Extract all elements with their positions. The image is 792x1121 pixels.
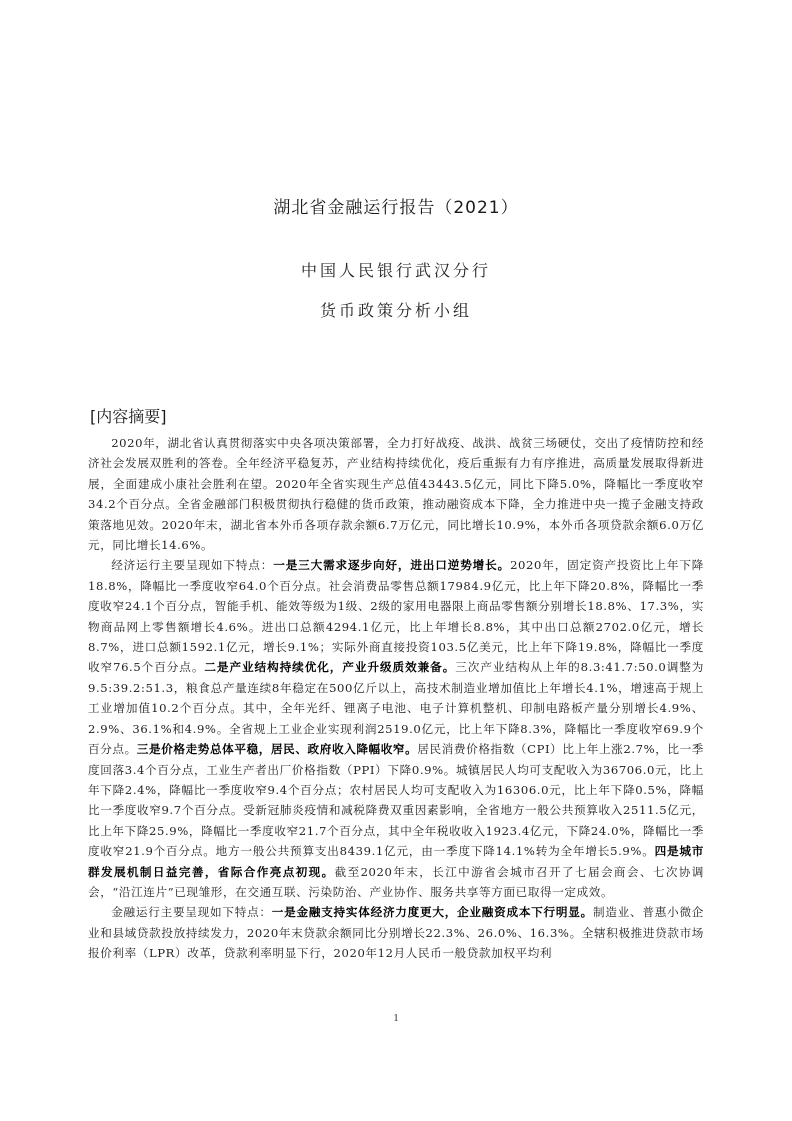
document-title: 湖北省金融运行报告（2021）	[273, 198, 519, 218]
text-segment: 截至2020年末，长江中游省会城市召开了七届会商会、七次协调会，“沿江连片”已现雏形，在交通互联、污染防治、产业协作、服务共享等方面已取得一定成效。	[88, 864, 704, 899]
section-heading-abstract: [内容摘要]	[90, 407, 167, 426]
key-point-2: 二是产业结构持续优化，产业升级质效兼备。	[204, 660, 456, 675]
key-point-4: 四是城市群发展机制日益完善，省际合作亮点初现。	[88, 844, 704, 879]
page-number: 1	[393, 1012, 399, 1024]
text-segment: 金融运行主要呈现如下特点：	[111, 905, 272, 920]
finance-key-point-1: 一是金融支持实体经济力度更大，企业融资成本下行明显。	[271, 905, 593, 920]
text-segment: 制造业、普惠小微企业和县域贷款投放持续发力，2020年末贷款余额同比分别增长22.3%、26.0%、16.3%。全辖积极推进贷款市场报价利率（LPR）改革，贷款利率明显下行，2020年12月人民币一般贷款加权平均利	[88, 905, 704, 961]
paragraph-financial-features	[88, 902, 704, 963]
text-segment: 三次产业结构从上年的8.3:41.7:50.0调整为9.5:39.2:51.3，粮食总产量连续8年稳定在500亿斤以上，高技术制造业增加值比上年增长4.1%，增速高于规上工业增加值10.2个百分点。其中，全年光纤、锂离子电池、电子计算机整机、印制电路板产量分别增长4.9%、2.9%、36.1%和4.9%。全省规上工业企业实现利润2519.0亿元，比上年下降8.3%，降幅比一季度收窄69.9个百分点。	[88, 660, 704, 757]
abstract-body	[88, 433, 704, 964]
text-segment: 2020年，湖北省认真贯彻落实中央各项决策部署，全力打好战疫、战洪、战贫三场硬仗，交出了疫情防控和经济社会发展双胜利的答卷。全年经济平稳复苏，产业结构持续优化，疫后重振有力有序推进，高质量发展取得新进展，全面建成小康社会胜利在望。2020年全省实现生产总值43443.5亿元，同比下降5.0%，降幅比一季度收窄34.2个百分点。全省金融部门积极贯彻执行稳健的货币政策，推动融资成本下降，全力推进中央一揽子金融支持政策落地见效。2020年末，湖北省本外币各项存款余额6.7万亿元，同比增长10.9%，本外币各项贷款余额6.0万亿元，同比增长14.6%。	[88, 436, 705, 553]
author-group: 货币政策分析小组	[319, 301, 472, 320]
text-segment: 2020年，固定资产投资比上年下降18.8%，降幅比一季度收窄64.0个百分点。社会消费品零售总额17984.9亿元，比上年下降20.8%，降幅比一季度收窄24.1个百分点，智能手机、能效等级为1级、2级的家用电器限上商品零售额分别增长18.8%、17.3%，实物商品网上零售额增长4.6%。进出口总额4294.1亿元，比上年增长8.8%，其中出口总额2702.0亿元，增长8.7%，进口总额1592.1亿元，增长9.1%；实际外商直接投资103.5亿美元，比上年下降19.8%，降幅比一季度收窄76.5个百分点。	[88, 558, 704, 675]
key-point-3: 三是价格走势总体平稳，居民、政府收入降幅收窄。	[136, 742, 418, 757]
text-segment: 居民消费价格指数（CPI）比上年上涨2.7%，比一季度回落3.4个百分点，工业生产者出厂价格指数（PPI）下降0.9%。城镇居民人均可支配收入为36706.0元，比上年下降2.4%，降幅比一季度收窄9.4个百分点；农村居民人均可支配收入为16306.0元，比上年下降0.5%，降幅比一季度收窄9.7个百分点。受新冠肺炎疫情和减税降费双重因素影响，全省地方一般公共预算收入2511.5亿元，比上年下降25.9%，降幅比一季度收窄21.7个百分点，其中全年税收收入1923.4亿元，下降24.0%，降幅比一季度收窄21.9个百分点。地方一般公共预算支出8439.1亿元，由一季度下降14.1%转为全年增长5.9%。	[88, 742, 704, 859]
text-segment: 经济运行主要呈现如下特点：	[111, 558, 274, 573]
paragraph-overview	[88, 433, 704, 555]
paragraph-economic-features	[88, 555, 704, 902]
key-point-1: 一是三大需求逐步向好，进出口逆势增长。	[273, 558, 511, 573]
author-organization: 中国人民银行武汉分行	[300, 261, 491, 280]
